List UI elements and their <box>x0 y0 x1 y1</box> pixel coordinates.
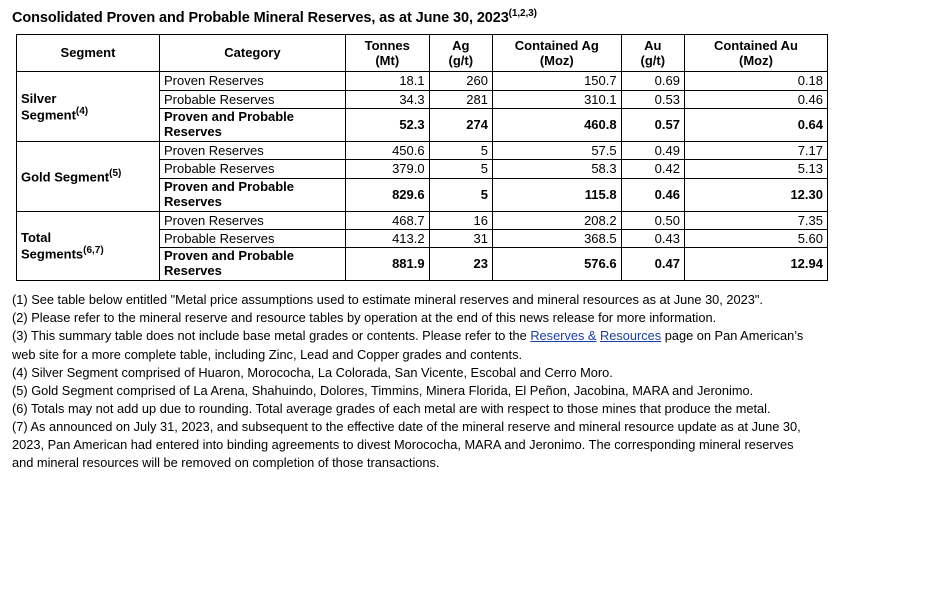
category-cell: Probable Reserves <box>159 229 345 247</box>
segment-superscript: (4) <box>75 106 89 118</box>
tonnes-cell: 468.7 <box>345 211 429 229</box>
category-cell-total: Proven and Probable Reserves <box>159 248 345 281</box>
column-header-contained-ag: Contained Ag (Moz) <box>492 34 621 72</box>
footnote-4: (4) Silver Segment comprised of Huaron, Morococha, La Colorada, San Vicente, Escobal and Cerro Moro. <box>12 364 613 380</box>
contained-au-cell: 0.18 <box>684 72 827 90</box>
tonnes-cell: 413.2 <box>345 229 429 247</box>
contained-ag-cell: 208.2 <box>492 211 621 229</box>
table-row <box>17 211 828 229</box>
ag-grade-cell: 281 <box>429 90 492 108</box>
contained-ag-cell: 310.1 <box>492 90 621 108</box>
table-header <box>17 34 828 72</box>
segment-label-gold: Gold Segment$^{(5)}$ <box>17 142 160 212</box>
reserves-resources-link-cont[interactable]: Resources <box>600 328 662 344</box>
footnote-2: (2) Please refer to the mineral reserve and resource tables by operation at the end of this news release for more information. <box>12 310 717 326</box>
reserves-resources-link[interactable]: Reserves & <box>530 328 597 344</box>
tonnes-cell: 34.3 <box>345 90 429 108</box>
au-grade-cell: 0.57 <box>621 109 684 142</box>
column-header-contained-au: Contained Au (Moz) <box>684 34 827 72</box>
category-cell: Probable Reserves <box>159 90 345 108</box>
footnote-6: (6) Totals may not add up due to rounding. Total average grades of each metal are with respect to those mines that produce the metal. <box>12 401 771 417</box>
tonnes-cell: 829.6 <box>345 178 429 211</box>
ag-grade-cell: 274 <box>429 109 492 142</box>
segment-superscript: (5) <box>109 167 122 179</box>
page-title <box>12 8 940 26</box>
au-grade-cell: 0.47 <box>621 248 684 281</box>
tonnes-cell: 881.9 <box>345 248 429 281</box>
column-header-category: Category <box>159 34 345 72</box>
au-grade-cell: 0.69 <box>621 72 684 90</box>
segment-label-silver: Silver Segment$^{(4)}$ <box>17 72 160 142</box>
footnotes <box>12 291 812 473</box>
au-grade-cell: 0.46 <box>621 178 684 211</box>
contained-ag-cell: 150.7 <box>492 72 621 90</box>
au-grade-cell: 0.43 <box>621 229 684 247</box>
category-cell: Proven Reserves <box>159 211 345 229</box>
contained-au-cell: 5.60 <box>684 229 827 247</box>
ag-grade-cell: 260 <box>429 72 492 90</box>
contained-ag-cell: 115.8 <box>492 178 621 211</box>
au-grade-cell: 0.53 <box>621 90 684 108</box>
contained-au-cell: 7.35 <box>684 211 827 229</box>
mineral-reserves-table <box>16 34 828 281</box>
au-grade-cell: 0.50 <box>621 211 684 229</box>
column-header-ag-grade: Ag (g/t) <box>429 34 492 72</box>
ag-grade-cell: 5 <box>429 142 492 160</box>
table-row <box>17 142 828 160</box>
footnote-3-text-before: (3) This summary table does not include base metal grades or contents. Please refer to the <box>12 328 531 344</box>
footnote-1: (1) See table below entitled "Metal price assumptions used to estimate mineral reserves and mineral resources as at June 30, 2023". <box>12 292 763 308</box>
category-cell-total: Proven and Probable Reserves <box>159 109 345 142</box>
column-header-tonnes: Tonnes (Mt) <box>345 34 429 72</box>
contained-ag-cell: 576.6 <box>492 248 621 281</box>
category-cell-total: Proven and Probable Reserves <box>159 178 345 211</box>
contained-au-cell: 0.64 <box>684 109 827 142</box>
contained-ag-cell: 58.3 <box>492 160 621 178</box>
contained-au-cell: 0.46 <box>684 90 827 108</box>
contained-ag-cell: 57.5 <box>492 142 621 160</box>
column-header-segment: Segment <box>17 34 160 72</box>
category-cell: Proven Reserves <box>159 72 345 90</box>
tonnes-cell: 450.6 <box>345 142 429 160</box>
contained-au-cell: 12.30 <box>684 178 827 211</box>
page-title-text: Consolidated Proven and Probable Mineral Reserves, as at June 30, 2023 <box>12 9 509 26</box>
ag-grade-cell: 5 <box>429 178 492 211</box>
contained-au-cell: 5.13 <box>684 160 827 178</box>
ag-grade-cell: 5 <box>429 160 492 178</box>
footnote-7: (7) As announced on July 31, 2023, and subsequent to the effective date of the mineral reserve and mineral resource update as at June 30, 2023, Pan American had entered into binding agreements to divest Morococha, MARA and Jeronimo. The corresponding mineral reserves and mineral resources will be removed on completion of those transactions. <box>12 419 801 471</box>
tonnes-cell: 52.3 <box>345 109 429 142</box>
contained-ag-cell: 460.8 <box>492 109 621 142</box>
contained-au-cell: 7.17 <box>684 142 827 160</box>
contained-au-cell: 12.94 <box>684 248 827 281</box>
ag-grade-cell: 16 <box>429 211 492 229</box>
ag-grade-cell: 23 <box>429 248 492 281</box>
table-header-row <box>17 34 828 72</box>
page-title-superscript: (1,2,3) <box>508 8 537 19</box>
au-grade-cell: 0.49 <box>621 142 684 160</box>
contained-ag-cell: 368.5 <box>492 229 621 247</box>
table-row <box>17 72 828 90</box>
table-body <box>17 72 828 281</box>
tonnes-cell: 18.1 <box>345 72 429 90</box>
au-grade-cell: 0.42 <box>621 160 684 178</box>
footnote-5: (5) Gold Segment comprised of La Arena, Shahuindo, Dolores, Timmins, Minera Florida, El Peñon, Jacobina, MARA and Jeronimo. <box>12 382 754 398</box>
category-cell: Proven Reserves <box>159 142 345 160</box>
ag-grade-cell: 31 <box>429 229 492 247</box>
tonnes-cell: 379.0 <box>345 160 429 178</box>
segment-label-total: Total Segments$^{(6,7)}$ <box>17 211 160 281</box>
footnote-3-text-after: page on Pan American’s web site for a more complete table, including Zinc, Lead and Copper grades and contents. <box>12 328 804 362</box>
footnote-3 <box>12 327 812 363</box>
category-cell: Probable Reserves <box>159 160 345 178</box>
segment-superscript: (6,7) <box>83 245 104 257</box>
column-header-au-grade: Au (g/t) <box>621 34 684 72</box>
